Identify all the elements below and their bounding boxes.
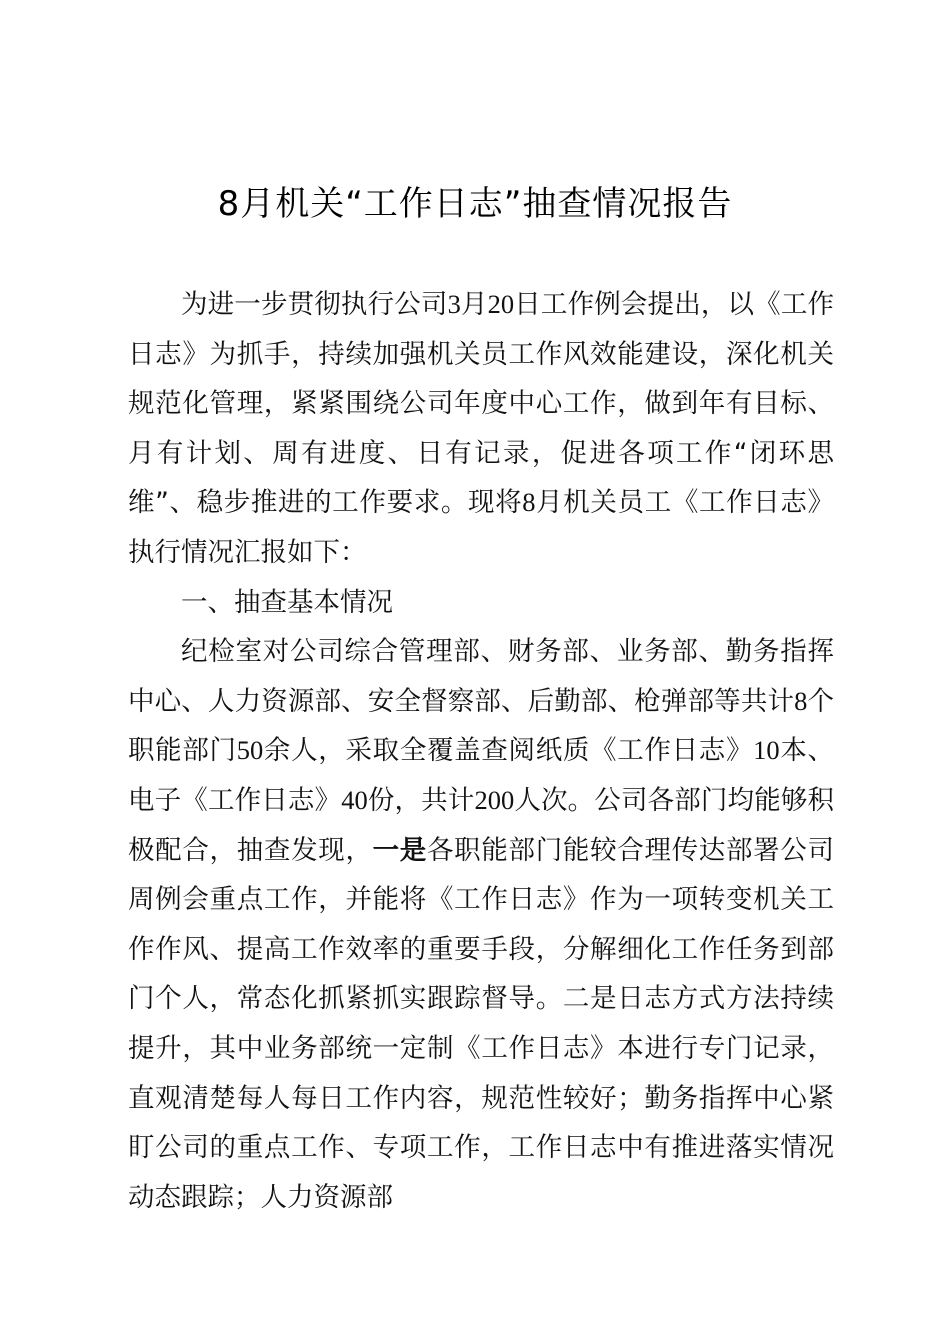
section-text-2: 个职能部门	[128, 685, 835, 767]
section-number-people: 50	[236, 735, 264, 766]
intro-number-august: 8	[522, 487, 536, 518]
section-text-5: 份，共计	[367, 784, 475, 816]
section-text-3: 余人，采取全覆盖查阅纸质《工作日志》	[263, 735, 754, 767]
intro-text-4: 月机关员工《工作日志》执行情况汇报如下：	[128, 487, 835, 568]
intro-paragraph	[128, 280, 834, 578]
section-paragraph	[128, 627, 834, 1222]
section-number-departments: 8	[794, 685, 808, 716]
section-text-7: 各职能部门能较合理传达部署公司周例会重点工作，并能将《工作日志》作为一项转变机关工作作风、提高工作效率的重要手段，分解细化工作任务到部门个人，常态化抓紧抓实跟踪督导。二是日志方式方法持续提升，其中业务部统一定制《工作日志》本进行专门记录，直观清楚每人每日工作内容，规范性较好；勤务指挥中心紧盯公司的重点工作、专项工作，工作日志中有推进落实情况动态跟踪；人力资源部	[128, 834, 835, 1213]
section-heading: 一、抽查基本情况	[181, 586, 393, 618]
intro-number-month: 3	[447, 289, 461, 319]
section-number-paper-logs: 10	[753, 735, 780, 766]
document-body	[128, 280, 834, 1222]
intro-text-1: 为进一步贯彻执行公司	[181, 289, 448, 320]
intro-number-day: 20	[487, 289, 515, 319]
section-number-electronic-logs: 40	[341, 784, 368, 815]
document-title: 8月机关“工作日志”抽查情况报告	[217, 184, 733, 224]
section-number-total: 200	[474, 784, 515, 815]
section-text-4: 本、电子《工作日志》	[128, 735, 835, 816]
intro-text-3: 日工作例会提出，以《工作日志》为抓手，持续加强机关员工作风效能建设，深化机关规范化管理，紧紧围绕公司年度中心工作，做到年有目标、月有计划、周有进度、日有记录，促进各项工作“闭环思维”、稳步推进的工作要求。现将	[128, 289, 834, 519]
section-text-6: 人次。公司各部门均能够积极配合，抽查发现，	[128, 784, 835, 866]
intro-text-2: 月	[460, 289, 488, 320]
section-bold-first-point: 一是	[372, 834, 427, 866]
section-text-1: 纪检室对公司综合管理部、财务部、业务部、勤务指挥中心、人力资源部、安全督察部、后勤部、枪弹部等共计	[128, 636, 834, 717]
